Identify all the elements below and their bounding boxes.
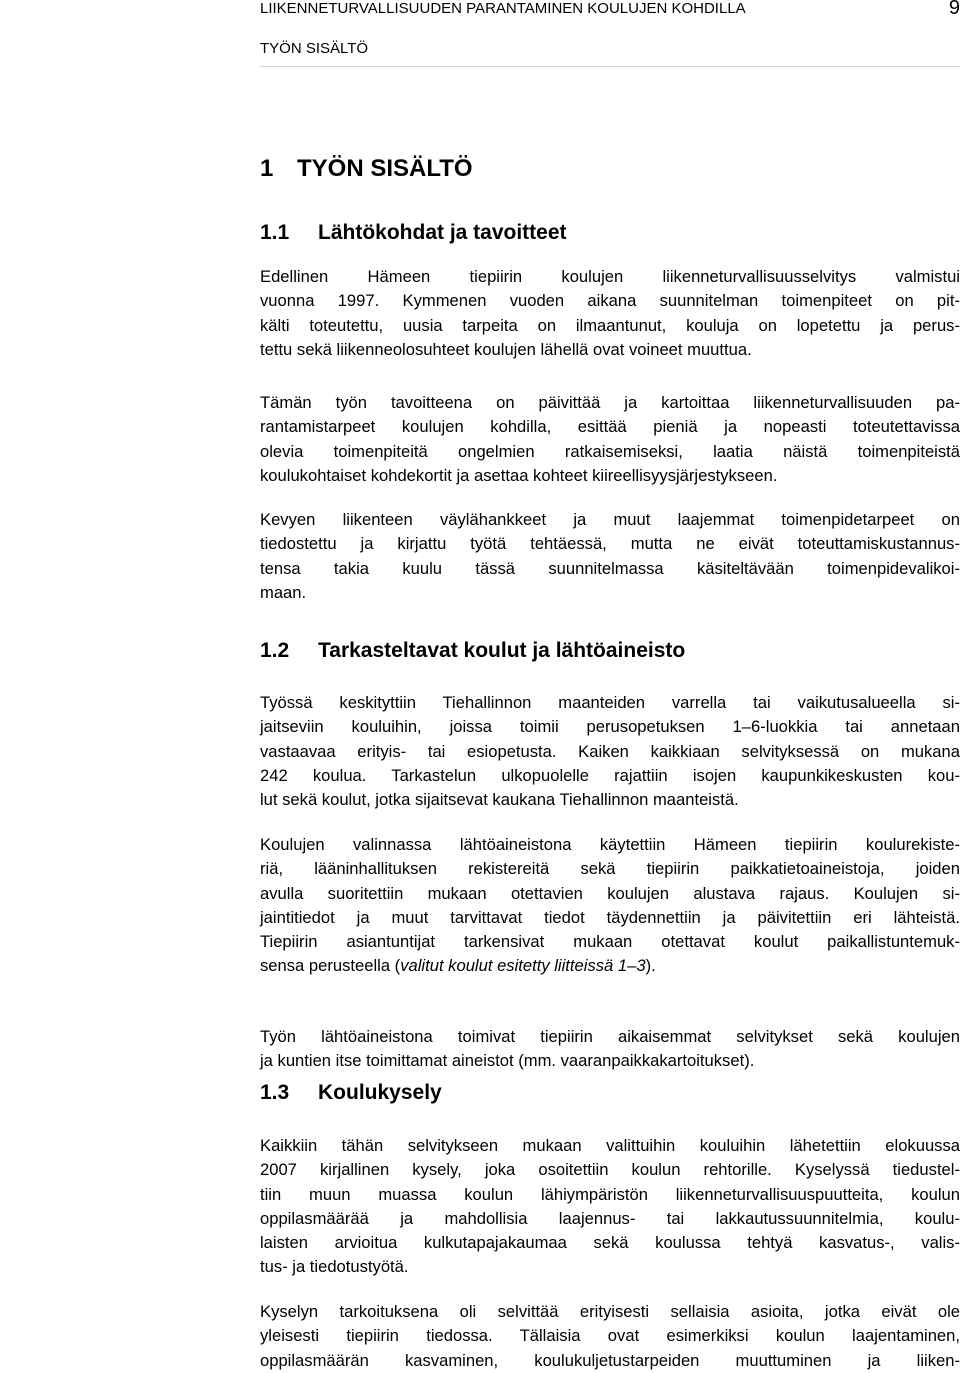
text-line: kälti toteutettu, uusia tarpeita on ilmaantunut, kouluja on lopetettu ja perus- [260, 315, 960, 335]
text-run: ). [645, 956, 656, 976]
section-heading [260, 639, 685, 663]
section-title: Tarkasteltavat koulut ja lähtöaineisto [318, 639, 686, 662]
text-line: 242 koulua. Tarkastelun ulkopuolelle rajattiin isojen kaupunkikeskusten kou- [260, 765, 960, 785]
text-line [260, 954, 960, 978]
text-line: Koulujen valinnassa lähtöaineistona käytettiin Hämeen tiepiirin koulurekiste- [260, 835, 960, 854]
text-line: ja kuntien itse toimittamat aineistot (mm. vaaranpaikkakartoitukset). [260, 1051, 755, 1071]
chapter-heading [260, 155, 473, 183]
text-run: valitut koulut esitetty liitteissä 1 [400, 956, 628, 976]
section-number: 1.3 [260, 1081, 290, 1104]
text-line: jaitseviin kouluihin, joissa toimii perusopetuksen 1–6-luokkia tai annetaan [260, 717, 960, 737]
text-line: vastaavaa erityis- tai esiopetusta. Kaiken kaikkiaan selvityksessä on mukana [260, 741, 960, 761]
paragraph [260, 691, 960, 812]
paragraph [260, 1025, 960, 1074]
text-line: avulla suoritettiin mukaan otettavien koulujen alustava rajaus. Koulujen si- [260, 883, 960, 903]
running-title: LIIKENNETURVALLISUUDEN PARANTAMINEN KOULUJEN KOHDILLA [260, 0, 746, 17]
section-number: 1.2 [260, 639, 290, 662]
paragraph [260, 1134, 960, 1280]
text-line: Kyselyn tarkoituksena oli selvittää erityisesti sellaisia asioita, jotka eivät ole [260, 1302, 960, 1321]
text-line: riä, lääninhallituksen rekistereitä sekä tiepiirin paikkatietoaineistoja, joiden [260, 859, 960, 879]
text-line: lut sekä koulut, jotka sijaitsevat kaukana Tiehallinnon maanteistä. [260, 790, 739, 810]
text-line: Edellinen Hämeen tiepiirin koulujen liikenneturvallisuusselvitys valmistui [260, 267, 960, 286]
text-line: tensa takia kuulu tässä suunnitelmassa käsiteltävään toimenpidevalikoi- [260, 558, 960, 578]
running-section: TYÖN SISÄLTÖ [260, 40, 369, 57]
text-line: Kevyen liikenteen väylähankkeet ja muut laajemmat toimenpidetarpeet on [260, 510, 960, 529]
appendix-reference [400, 956, 645, 975]
running-header [260, 0, 960, 22]
section-heading [260, 1081, 442, 1105]
text-run: – [627, 956, 637, 976]
text-line: vuonna 1997. Kymmenen vuoden aikana suunnitelman toimenpiteet on pit- [260, 291, 960, 311]
section-heading [260, 221, 567, 245]
text-line: Tämän työn tavoitteena on päivittää ja kartoittaa liikenneturvallisuuden pa- [260, 393, 960, 412]
text-line: tiin muun muassa koulun lähiympäristön liikenneturvallisuuspuutteita, koulun [260, 1184, 960, 1204]
text-line: oppilasmäärän kasvaminen, koulukuljetustarpeiden muuttuminen ja liiken- [260, 1350, 960, 1370]
text-line: oppilasmäärää ja mahdollisia laajennus- tai lakkautussuunnitelmia, koulu- [260, 1208, 960, 1228]
text-line: olevia toimenpiteitä ongelmien ratkaisemiseksi, laatia näistä toimenpiteistä [260, 441, 960, 461]
text-line: Työssä keskityttiin Tiehallinnon maanteiden varrella tai vaikutusalueella si- [260, 693, 960, 712]
chapter-title: TYÖN SISÄLTÖ [297, 155, 473, 182]
chapter-number: 1 [260, 155, 274, 182]
text-line: jaintitiedot ja muut tarvittavat tiedot täydennettiin ja päivitettiin eri lähteistä. [260, 907, 960, 927]
text-line: rantamistarpeet koulujen kohdilla, esittää pieniä ja nopeasti toteutettavissa [260, 417, 960, 437]
page-number: 9 [948, 0, 960, 19]
paragraph [260, 833, 960, 979]
text-line: Tiepiirin asiantuntijat tarkensivat mukaan otettavat koulut paikallistuntemuk- [260, 932, 960, 952]
header-divider [260, 66, 960, 67]
paragraph [260, 1300, 960, 1373]
text-run: 3 [636, 956, 646, 976]
paragraph [260, 508, 960, 605]
paragraph [260, 391, 960, 488]
section-title: Lähtökohdat ja tavoitteet [318, 221, 567, 244]
text-line: maan. [260, 582, 307, 602]
text-line: yleisesti tiepiirin tiedossa. Tällaisia ovat esimerkiksi koulun laajentaminen, [260, 1326, 960, 1346]
text-line: laisten arvioitua kulkutapajakaumaa sekä koulussa tehtyä kasvatus-, valis- [260, 1233, 960, 1253]
section-title: Koulukysely [318, 1081, 442, 1104]
text-line: tus- ja tiedotustyötä. [260, 1257, 409, 1277]
text-line: Työn lähtöaineistona toimivat tiepiirin aikaisemmat selvitykset sekä koulujen [260, 1027, 960, 1046]
text-line: koulukohtaiset kohdekortit ja asettaa kohteet kiireellisyysjärjestykseen. [260, 465, 778, 485]
section-number: 1.1 [260, 221, 290, 244]
text-run: sensa perusteella ( [260, 956, 401, 976]
text-line: tettu sekä liikenneolosuhteet koulujen lähellä ovat voineet muuttua. [260, 339, 752, 359]
text-line: tiedostettu ja kirjattu työtä tehtäessä, mutta ne eivät toteuttamiskustannus- [260, 534, 960, 554]
text-line: 2007 kirjallinen kysely, joka osoitettiin koulun rehtorille. Kyselyssä tiedustel- [260, 1160, 960, 1180]
paragraph [260, 265, 960, 362]
text-line: Kaikkiin tähän selvitykseen mukaan valittuihin kouluihin lähetettiin elokuussa [260, 1136, 960, 1155]
